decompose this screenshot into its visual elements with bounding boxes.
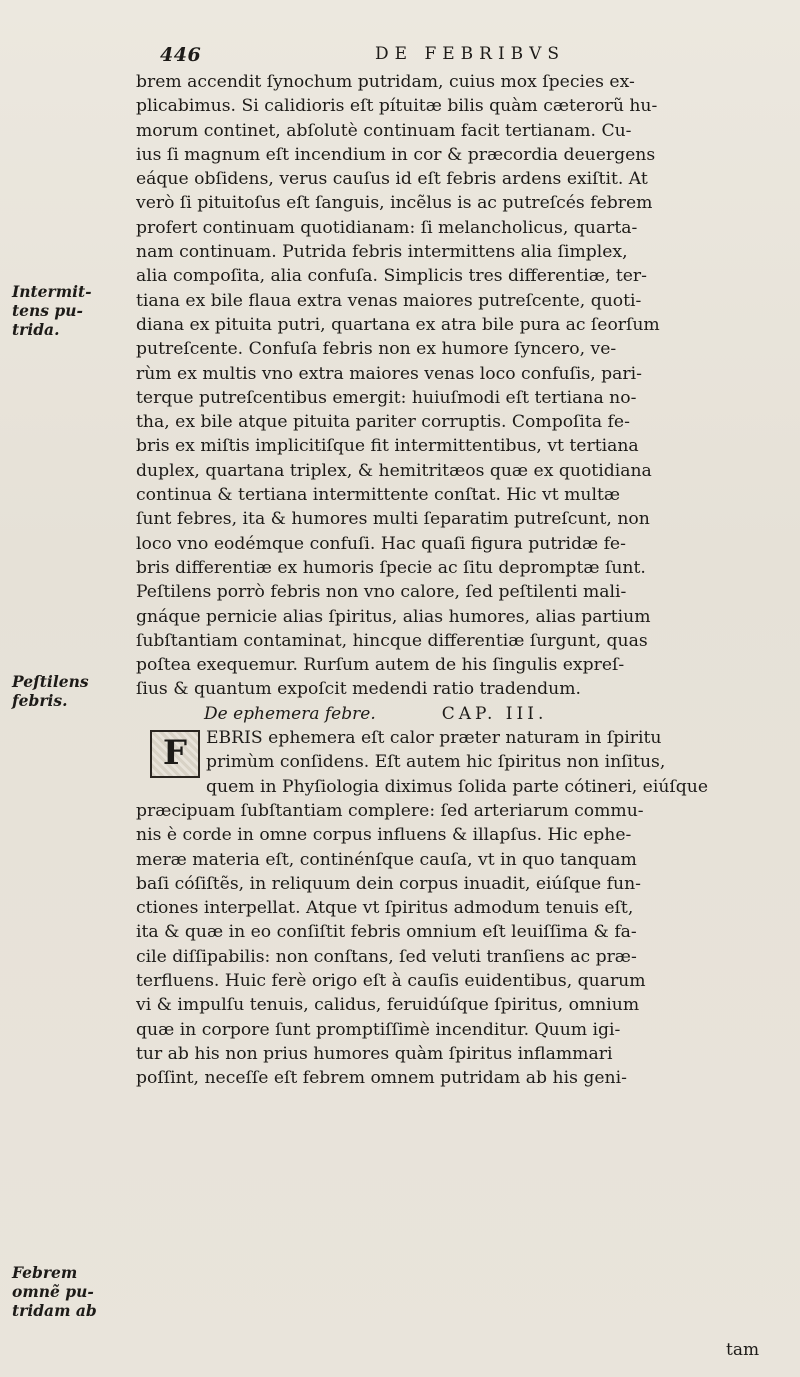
text-line: verò ſi pituitoſus eſt ſanguis, incẽlus is ac putreſcés febrem [136,193,653,214]
text-line: cile diſſipabilis: non conſtans, ſed veluti tranſiens ac præ- [136,946,637,967]
margin-note-line: Intermit- [12,282,92,301]
text-line: continua & tertiana intermittente conſtat. Hic vt multæ [136,485,621,506]
text-line: tur ab his non prius humores quàm ſpiritus inflammari [136,1043,613,1064]
catchword: tam [726,1340,760,1360]
text-line: meræ materia eſt, continénſque cauſa, vt in quo tanquam [136,849,637,870]
chapter-title: De ephemera febre. [204,703,376,724]
text-line: poſſint, neceſſe eſt febrem omnem putridam ab his geni- [136,1068,627,1089]
text-line: ſubſtantiam contaminat, hincque differentiæ ſurgunt, quas [136,630,648,651]
text-line: alia compoſita, alia confuſa. Simplicis tres differentiæ, ter- [136,266,647,287]
text-line: vi & impulſu tenuis, calidus, feruidúſque ſpiritus, omnium [136,995,640,1016]
text-line: ſunt febres, ita & humores multi ſeparatim putreſcunt, non [136,509,650,530]
margin-note-line: febris. [12,691,68,710]
text-line: bris differentiæ ex humoris ſpecie ac ſitu depromptæ ſunt. [136,557,646,578]
chapter-number: CAP. III. [441,703,548,724]
dropcap-initial: F [150,730,200,778]
text-line: brem accendit ſynochum putridam, cuius mox ſpecies ex- [136,72,635,92]
text-line: bris ex miſtis implicitiſque fit intermittentibus, vt tertiana [136,436,639,457]
text-line: ita & quæ in eo conſiſtit febris omnium eſt leuiſſima & fa- [136,922,637,943]
margin-note-line: omnẽ pu- [12,1282,94,1301]
text-line: ius ſi magnum eſt incendium in cor & præcordia deuergens [136,144,656,165]
text-line: eáque obſidens, verus cauſus id eſt febris ardens exiſtit. At [136,169,648,190]
text-line: duplex, quartana triplex, & hemitritæos quæ ex quotidiana [136,460,652,481]
text-line: præcipuam ſubſtantiam complere: ſed arteriarum commu- [136,800,644,821]
margin-note-line: Peſtilens [12,672,89,691]
text-line: EBRIS ephemera eſt calor præter naturam in ſpiritu [206,728,662,749]
text-line: plicabimus. Si calidioris eſt pítuitæ bilis quàm cæterorũ hu- [136,96,658,117]
text-line: Peſtilens porrò febris non vno calore, ſed peſtilenti mali- [136,582,627,603]
text-line: primùm conſidens. Eſt autem hic ſpiritus non inſitus, [206,752,666,773]
margin-note-intermittens [12,282,132,339]
text-line: ctiones interpellat. Atque vt ſpiritus admodum tenuis eſt, [136,898,634,919]
page-number: 446 [160,44,202,66]
chapter-heading [136,702,766,726]
text-line: putreſcente. Confuſa febris non ex humore ſyncero, ve- [136,339,617,360]
body-text [136,70,766,1090]
text-line: tha, ex bile atque pituita pariter corruptis. Compoſita fe- [136,412,630,433]
text-line: diana ex pituita putri, quartana ex atra bile pura ac ſeorſum [136,314,660,335]
text-line: nam continuam. Putrida febris intermittens alia ſimplex, [136,242,628,263]
margin-note-febrem [12,1263,132,1320]
text-line: ſius & quantum expoſcit medendi ratio tradendum. [136,679,581,700]
running-head: DE FEBRIBVS [375,44,566,64]
text-line: morum continet, abſolutè continuam facit tertianam. Cu- [136,120,632,141]
text-line: baſi cóſiſtẽs, in reliquum dein corpus inuadit, eiúſque fun- [136,873,641,894]
margin-note-pestilens [12,672,132,710]
text-line: nis è corde in omne corpus influens & illapſus. Hic ephe- [136,825,632,846]
text-line: terque putreſcentibus emergit: huiuſmodi eſt tertiana no- [136,387,637,408]
margin-note-line: tens pu- [12,301,83,320]
text-line: terfluens. Huic ferè origo eſt à cauſis euidentibus, quarum [136,970,646,991]
text-line: profert continuam quotidianam: ſi melancholicus, quarta- [136,217,638,238]
text-line: quæ in corpore ſunt promptiſſimè incenditur. Quum igi- [136,1019,621,1040]
text-line: loco vno eodémque confuſi. Hac quaſi figura putridæ fe- [136,533,626,554]
margin-note-line: trida. [12,320,60,339]
text-line: tiana ex bile flaua extra venas maiores putreſcente, quoti- [136,290,642,311]
margin-note-line: Febrem [12,1263,78,1282]
page-header [160,44,760,68]
text-line: rùm ex multis vno extra maiores venas loco confuſis, pari- [136,363,642,384]
text-line: quem in Phyſiologia diximus ſolida parte cótineri, eiúſque [206,776,709,797]
text-line: poſtea exequemur. Rurſum autem de his ſingulis expreſ- [136,655,625,676]
margin-note-line: tridam ab [12,1301,97,1320]
text-line: gnáque pernicie alias ſpiritus, alias humores, alias partium [136,606,651,627]
